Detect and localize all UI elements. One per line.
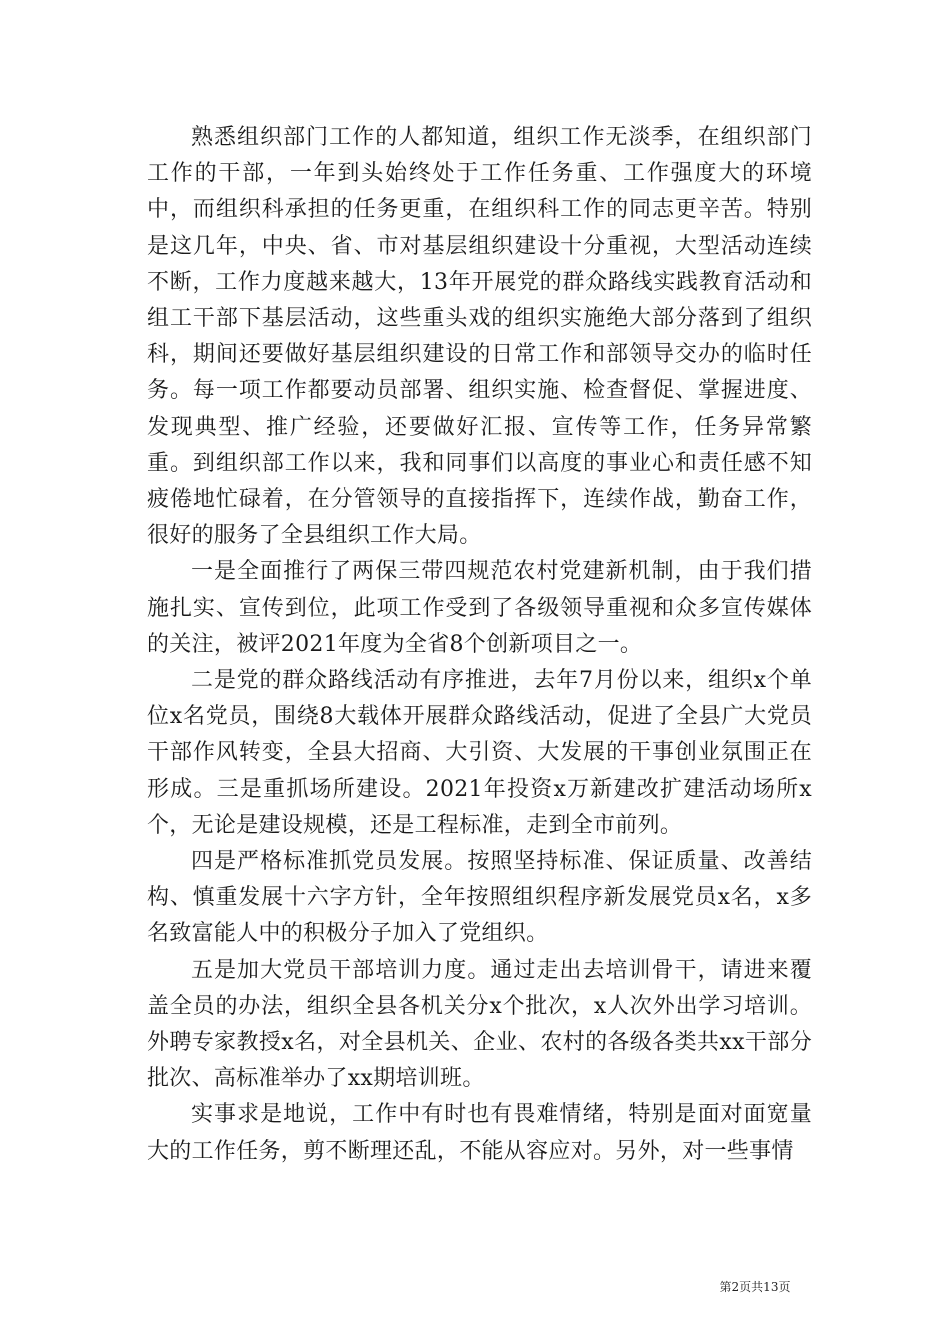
page-footer [0, 1278, 950, 1295]
paragraph-intro: 熟悉组织部门工作的人都知道，组织工作无淡季，在组织部门工作的干部，一年到头始终处于工作任务重、工作强度大的环境中，而组织科承担的任务更重，在组织科工作的同志更辛苦。特别是这几年，中央、省、市对基层组织建设十分重视，大型活动连续不断，工作力度越来越大，13年开展党的群众路线实践教育活动和组工干部下基层活动，这些重头戏的组织实施绝大部分落到了组织科，期间还要做好基层组织建设的日常工作和部领导交办的临时任务。每一项工作都要动员部署、组织实施、检查督促、掌握进度、发现典型、推广经验，还要做好汇报、宣传等工作，任务异常繁重。到组织部工作以来，我和同事们以高度的事业心和责任感不知疲倦地忙碌着，在分管领导的直接指挥下，连续作战，勤奋工作，很好的服务了全县组织工作大局。 [147, 125, 812, 549]
paragraph-item-5: 五是加大党员干部培训力度。通过走出去培训骨干，请进来覆盖全员的办法，组织全县各机关分x个批次，x人次外出学习培训。外聘专家教授x名，对全县机关、企业、农村的各级各类共xx干部分批次、高标准举办了xx期培训班。 [147, 957, 812, 1092]
page-number: 第2页共13页 [719, 1280, 791, 1294]
document-body [147, 120, 812, 1170]
paragraph-item-1: 一是全面推行了两保三带四规范农村党建新机制，由于我们措施扎实、宣传到位，此项工作受到了各级领导重视和众多宣传媒体的关注，被评2021年度为全省8个创新项目之一。 [147, 559, 812, 657]
paragraph-item-4: 四是严格标准抓党员发展。按照坚持标准、保证质量、改善结构、慎重发展十六字方针，全年按照组织程序新发展党员x名，x多名致富能人中的积极分子加入了党组织。 [147, 849, 812, 947]
paragraph-item-2-3: 二是党的群众路线活动有序推进，去年7月份以来，组织x个单位x名党员，围绕8大载体开展群众路线活动，促进了全县广大党员干部作风转变，全县大招商、大引资、大发展的干事创业氛围正在形成。三是重抓场所建设。2021年投资x万新建改扩建活动场所x个，无论是建设规模，还是工程标准，走到全市前列。 [147, 668, 812, 838]
paragraph-reflection: 实事求是地说，工作中有时也有畏难情绪，特别是面对面宽量大的工作任务，剪不断理还乱，不能从容应对。另外，对一些事情 [147, 1102, 812, 1164]
